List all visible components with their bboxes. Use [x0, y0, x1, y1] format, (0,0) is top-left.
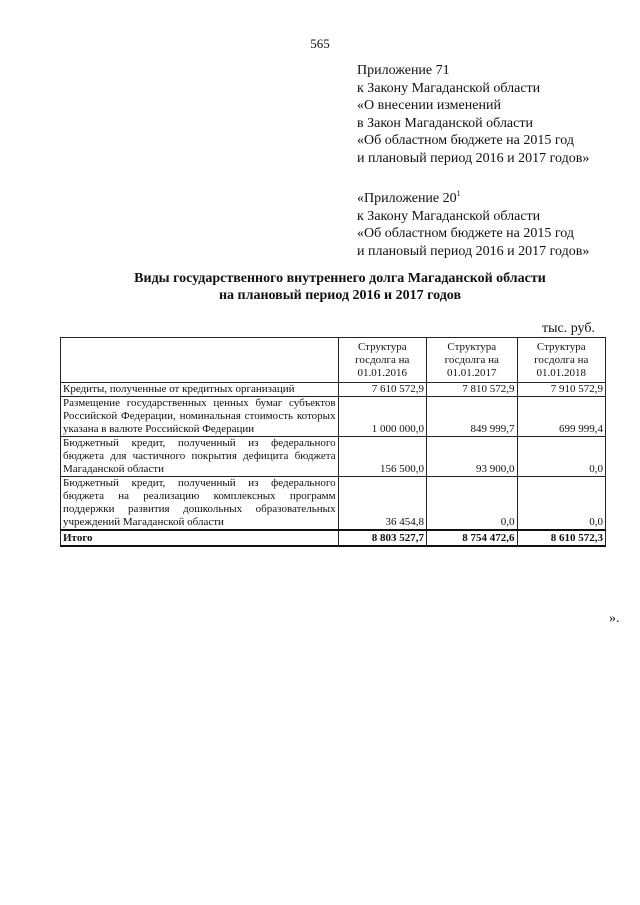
table-cell: 1 000 000,0 — [338, 397, 426, 437]
appendix-reference-first-line — [357, 185, 589, 208]
document-title — [60, 270, 620, 304]
total-row — [61, 530, 606, 546]
table-header-cell: Структура госдолга на 01.01.2016 — [338, 338, 426, 383]
table-header-cell: Структура госдолга на 01.01.2018 — [517, 338, 605, 383]
units-label: тыс. руб. — [542, 321, 595, 336]
appendix-header-line: Приложение 71 — [357, 63, 450, 78]
appendix-header-line: в Закон Магаданской области — [357, 115, 533, 131]
table-row — [61, 397, 606, 437]
appendix-header-line: и плановый период 2016 и 2017 годов» — [357, 150, 590, 166]
appendix-reference — [357, 185, 589, 260]
appendix-reference-line: и плановый период 2016 и 2017 годов» — [357, 243, 590, 259]
appendix-header-line: «О внесении изменений — [357, 98, 501, 113]
table-cell: 93 900,0 — [427, 437, 517, 477]
table-cell: 7 810 572,9 — [427, 383, 517, 397]
appendix-header-line: к Закону Магаданской области — [357, 80, 541, 96]
appendix-reference-line: «Об областном бюджете на 2015 год — [357, 226, 574, 241]
appendix-reference-line: к Закону Магаданской области — [357, 208, 541, 224]
closing-quote-mark: ». — [609, 611, 620, 626]
page-number: 565 — [310, 36, 330, 51]
table-cell: 0,0 — [517, 437, 605, 477]
table-header-cell — [61, 338, 339, 383]
table-header-cell: Структура госдолга на 01.01.2017 — [427, 338, 517, 383]
appendix-header-line: «Об областном бюджете на 2015 год — [357, 133, 574, 148]
table-cell: 0,0 — [517, 477, 605, 531]
appendix-reference-superscript: 1 — [456, 189, 461, 198]
total-cell: 8 803 527,7 — [338, 530, 426, 546]
table-row — [61, 437, 606, 477]
appendix-header — [357, 62, 589, 167]
total-cell: 8 754 472,6 — [427, 530, 517, 546]
row-label: Бюджетный кредит, полученный из федерального бюджета для частичного покрытия дефицита бюджета Магаданской области — [61, 437, 339, 477]
total-label: Итого — [61, 530, 339, 546]
table-cell: 849 999,7 — [427, 397, 517, 437]
row-label: Размещение государственных ценных бумаг субъектов Российской Федерации, номинальная стоимость которых указана в валюте Российской Федерации — [61, 397, 339, 437]
table-cell: 36 454,8 — [338, 477, 426, 531]
debt-structure-table — [60, 337, 606, 547]
table-row — [61, 477, 606, 531]
document-title-line-1: Виды государственного внутреннего долга Магаданской области — [134, 271, 546, 286]
table-cell: 7 610 572,9 — [338, 383, 426, 397]
table-cell: 7 910 572,9 — [517, 383, 605, 397]
table-cell: 0,0 — [427, 477, 517, 531]
row-label: Кредиты, полученные от кредитных организаций — [61, 383, 339, 397]
table-cell: 156 500,0 — [338, 437, 426, 477]
document-title-line-2: на плановый период 2016 и 2017 годов — [218, 288, 462, 303]
appendix-reference-text: «Приложение 20 — [357, 191, 457, 206]
table-row — [61, 383, 606, 397]
table-cell: 699 999,4 — [517, 397, 605, 437]
total-cell: 8 610 572,3 — [517, 530, 605, 546]
table-header-row — [61, 338, 606, 383]
row-label: Бюджетный кредит, полученный из федерального бюджета на реализацию комплексных программ поддержки развития дошкольных образовательных учреждений Магаданской области — [61, 477, 339, 531]
